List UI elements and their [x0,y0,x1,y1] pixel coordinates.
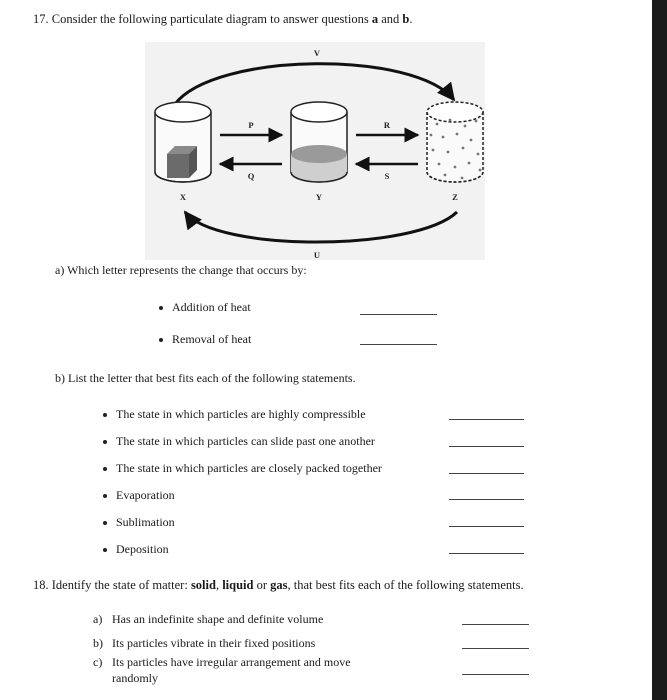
q18-item-text: Its particles have irregular arrangement and move [112,655,351,669]
answer-blank[interactable] [449,526,524,527]
answer-blank[interactable] [449,499,524,500]
part-a-item: Removal of heat [172,332,252,346]
part-b-item: Sublimation [116,515,175,529]
part-b-item: The state in which particles can slide past one another [116,434,375,448]
answer-blank[interactable] [462,674,529,675]
q18-item-text-continued: randomly [112,671,158,685]
q18-item-letter: c) [93,655,103,669]
particulate-diagram [145,42,485,260]
answer-blank[interactable] [449,419,524,420]
bullet [103,494,107,498]
bullet [159,338,163,342]
q18-item-text: Has an indefinite shape and definite volume [112,612,324,626]
answer-blank[interactable] [360,344,437,345]
beaker-x-solid [155,102,211,182]
bullet [103,521,107,525]
answer-blank[interactable] [449,553,524,554]
part-a-item: Addition of heat [172,300,251,314]
question-17-title: 17. Consider the following particulate diagram to answer questions a and b. [33,12,413,26]
label-r: R [383,120,391,130]
bullet [159,306,163,310]
part-a-prompt: a) Which letter represents the change that occurs by: [55,263,307,277]
label-z: Z [452,192,458,202]
viewer-edge-bar [652,0,667,700]
bullet [103,440,107,444]
label-x: X [179,192,187,202]
q18-item-letter: a) [93,612,103,626]
label-v: V [313,48,321,58]
part-b-item: Evaporation [116,488,175,502]
part-b-item: Deposition [116,542,169,556]
bullet [103,467,107,471]
label-s: S [384,171,390,181]
part-b-prompt: b) List the letter that best fits each of the following statements. [55,371,356,385]
part-b-item: The state in which particles are closely packed together [116,461,382,475]
beaker-z-gas [427,102,483,182]
beaker-y-liquid [291,102,347,182]
bullet [103,548,107,552]
answer-blank[interactable] [462,624,529,625]
question-18-title: 18. Identify the state of matter: solid, liquid or gas, that best fits each of the following statements. [33,578,524,592]
label-p: P [248,120,254,130]
q18-item-text: Its particles vibrate in their fixed positions [112,636,316,650]
label-q: Q [247,171,255,181]
q18-item-letter: b) [93,636,103,650]
answer-blank[interactable] [462,648,529,649]
label-u: U [313,250,321,260]
bullet [103,413,107,417]
label-y: Y [315,192,323,202]
part-b-item: The state in which particles are highly compressible [116,407,366,421]
answer-blank[interactable] [360,314,437,315]
answer-blank[interactable] [449,446,524,447]
answer-blank[interactable] [449,473,524,474]
